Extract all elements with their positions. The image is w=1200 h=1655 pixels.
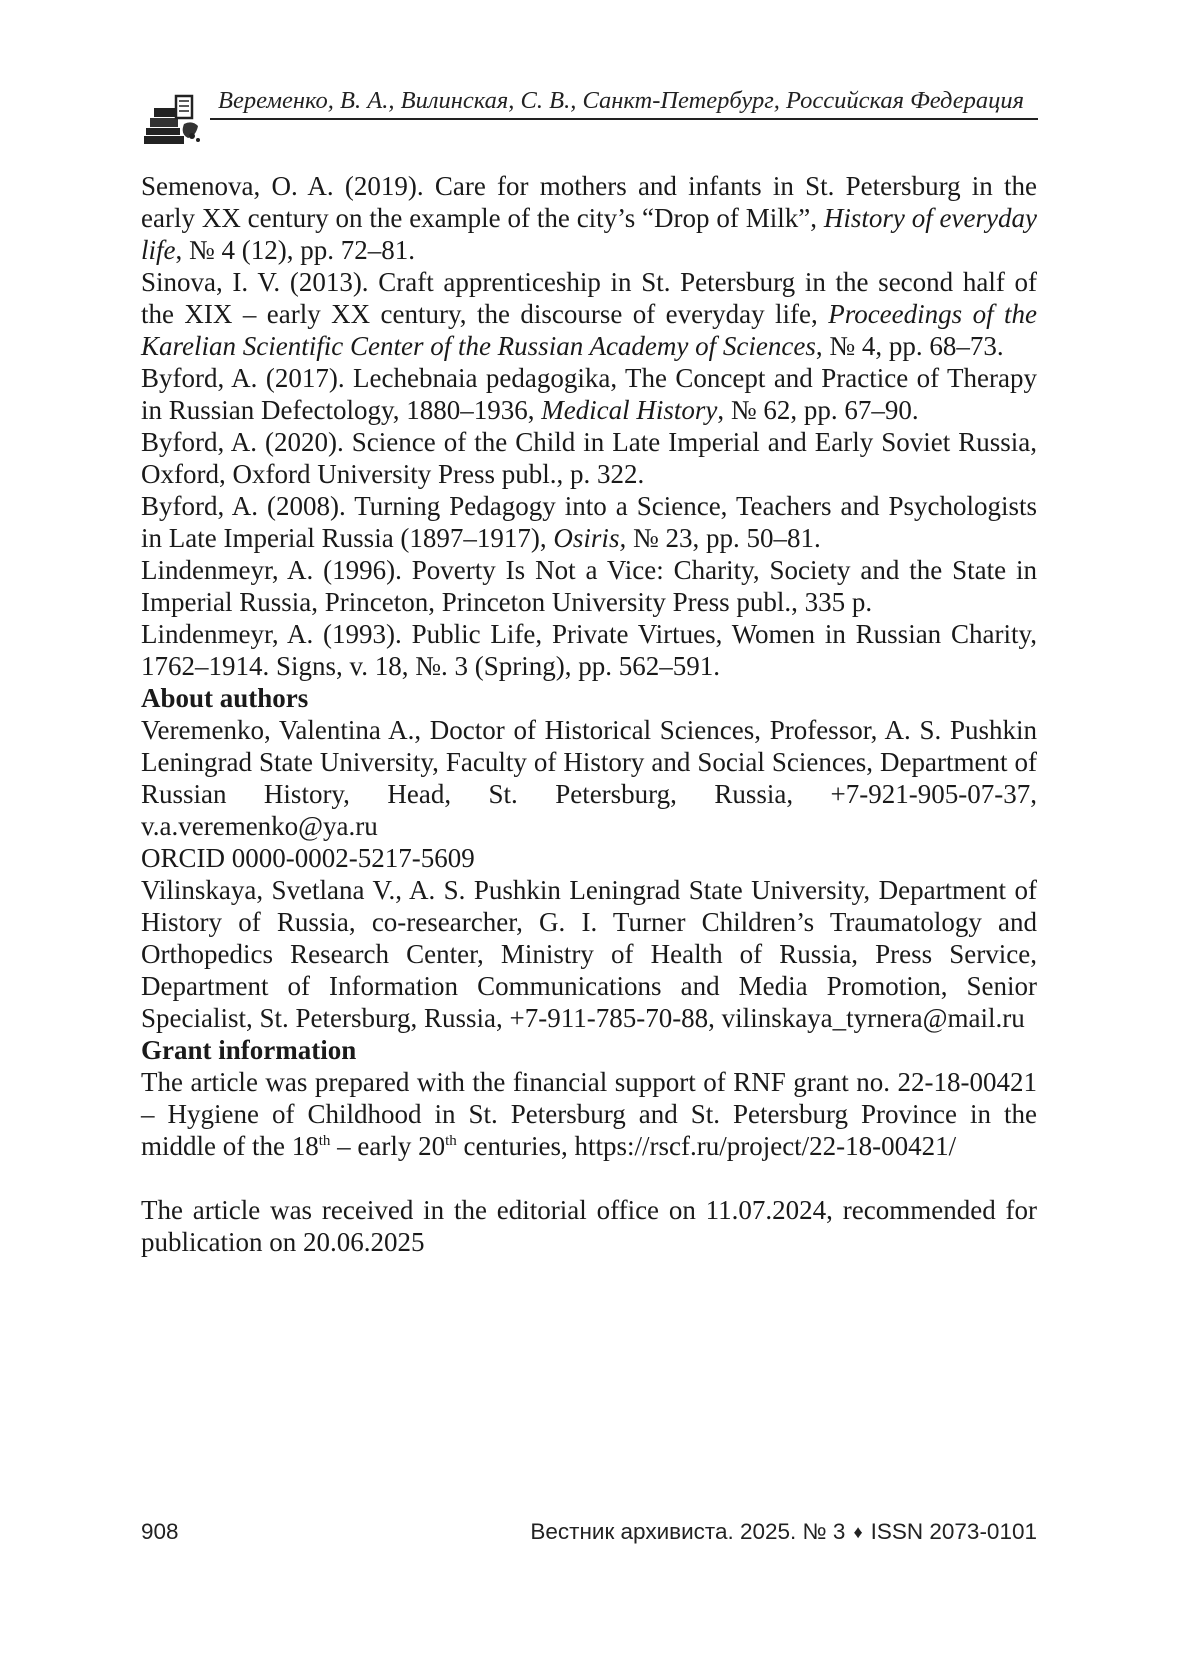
grant-heading: Grant information [141,1035,357,1065]
reference-entry: Byford, A. (2017). Lechebnaia pedagogika, The Concept and Practice of Therapy in Russian Defectology, 1880–1936, Medical History, № 62, pp. 67–90. [141,363,1037,425]
reference-entry: Byford, A. (2020). Science of the Child in Late Imperial and Early Soviet Russia, Oxford, Oxford University Press publ., p. 322. [141,427,1037,489]
author-veremenko: Veremenko, Valentina A., Doctor of Historical Sciences, Professor, A. S. Pushkin Leningrad State University, Faculty of History and Social Sciences, Department of Russian History, Head, St. Petersburg, Russia, +7-921-905-07-37, v.a.veremenko@ya.ru [141,715,1037,841]
author-orcid: ORCID 0000-0002-5217-5609 [141,843,475,873]
header-divider [210,118,1038,120]
running-header [142,84,1038,150]
received-note: The article was received in the editorial office on 11.07.2024, recommended for publication on 20.06.2025 [141,1195,1037,1257]
grant-text: The article was prepared with the financial support of RNF grant no. 22-18-00421 – Hygiene of Childhood in St. Petersburg and St. Petersburg Province in the middle of the 18th – early 20th centuries, https://rscf.ru/project/22-18-00421/ [141,1067,1037,1161]
page-footer [141,1516,1037,1548]
section-spacer [141,1162,1037,1194]
reference-entry: Lindenmeyr, A. (1993). Public Life, Private Virtues, Women in Russian Charity, 1762–1914. Signs, v. 18, №. 3 (Spring), pp. 562–591. [141,619,1037,681]
reference-entry: Sinova, I. V. (2013). Craft apprenticeship in St. Petersburg in the second half of the XIX – early XX century, the discourse of everyday life, Proceedings of the Karelian Scientific Center of the Russian Academy of Sciences, № 4, pp. 68–73. [141,267,1037,361]
page-body [141,170,1037,1258]
page-number: 908 [141,1519,179,1544]
journal-logo-icon [142,88,206,148]
running-title: Веременко, В. А., Вилинская, С. В., Санкт-Петербург, Российская Федерация [218,87,1025,114]
reference-entry: Byford, A. (2008). Turning Pedagogy into a Science, Teachers and Psychologists in Late Imperial Russia (1897–1917), Osiris, № 23, pp. 50–81. [141,491,1037,553]
about-authors-heading: About authors [141,683,309,713]
issn: ISSN 2073-0101 [870,1519,1037,1544]
author-vilinskaya: Vilinskaya, Svetlana V., A. S. Pushkin Leningrad State University, Department of History of Russia, co-researcher, G. I. Turner Children’s Traumatology and Orthopedics Research Center, Ministry of Health of Russia, Press Service, Department of Information Communications and Media Promotion, Senior Specialist, St. Petersburg, Russia, +7-911-785-70-88, vilinskaya_tyrnera@mail.ru [141,875,1037,1033]
journal-info [530,1516,1037,1548]
journal-title: Вестник архивиста. 2025. № 3 [530,1519,846,1544]
diamond-icon: ♦ [853,1522,863,1542]
reference-entry: Lindenmeyr, A. (1996). Poverty Is Not a Vice: Charity, Society and the State in Imperial Russia, Princeton, Princeton University Press publ., 335 p. [141,555,1037,617]
reference-entry: Semenova, O. A. (2019). Care for mothers and infants in St. Petersburg in the early XX century on the example of the city’s “Drop of Milk”, History of everyday life, № 4 (12), pp. 72–81. [141,171,1037,265]
